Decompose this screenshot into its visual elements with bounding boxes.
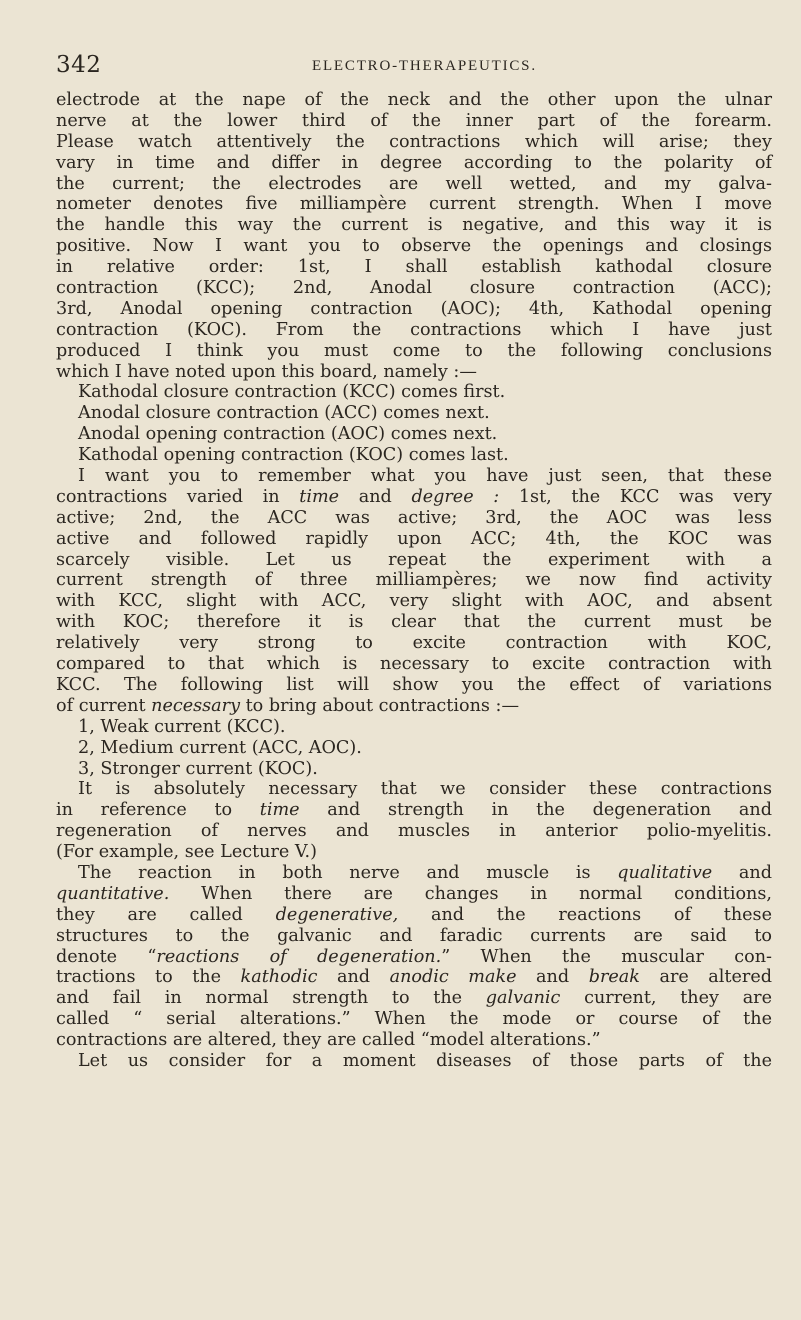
text-line	[56, 550, 772, 571]
text-line	[56, 633, 772, 654]
text-line	[56, 362, 772, 383]
text-segment: structures to the galvanic and faradic currents are said to	[56, 925, 772, 946]
text-line	[56, 1051, 772, 1072]
text-line	[56, 967, 772, 988]
italic-text: time	[259, 800, 300, 821]
text-segment: 1, Weak current (KCC).	[78, 716, 286, 737]
text-line	[56, 320, 772, 341]
text-segment: of current	[56, 695, 152, 716]
text-line	[56, 926, 772, 947]
italic-text: degenerative,	[275, 904, 399, 925]
text-line	[56, 90, 772, 111]
text-line	[56, 696, 772, 717]
text-segment: contractions are altered, they are called “model alterations.”	[56, 1030, 601, 1051]
text-segment: and	[339, 486, 412, 507]
text-line	[56, 717, 772, 738]
text-line	[56, 1009, 772, 1030]
text-segment: vary in time and differ in degree according to the polarity of	[56, 152, 772, 173]
text-line	[56, 111, 772, 132]
text-segment: and	[317, 967, 390, 988]
text-line	[56, 842, 772, 863]
text-segment: nerve at the lower third of the inner part of the forearm.	[56, 110, 772, 131]
text-segment: Kathodal closure contraction (KCC) comes first.	[78, 382, 506, 403]
text-line	[56, 236, 772, 257]
italic-text: necessary	[151, 695, 241, 716]
text-segment: which I have noted upon this board, namely :—	[56, 361, 477, 382]
text-segment: contractions varied in	[56, 486, 300, 507]
text-line	[56, 988, 772, 1009]
text-segment: in reference to	[56, 800, 260, 821]
text-segment: nometer denotes five milliampère current strength. When I move	[56, 194, 772, 215]
italic-text: quantitative.	[56, 883, 170, 904]
text-segment: current strength of three milliampères; we now find activity	[56, 570, 772, 591]
text-line	[56, 591, 772, 612]
text-segment: contraction (KOC). From the contractions which I have just	[56, 319, 772, 340]
text-segment: current, they are	[560, 988, 773, 1009]
text-segment: The reaction in both nerve and muscle is	[78, 862, 618, 883]
text-line	[56, 884, 772, 905]
text-segment: It is absolutely necessary that we consider these contractions	[78, 779, 772, 800]
text-line	[56, 759, 772, 780]
text-segment: Kathodal opening contraction (KOC) comes last.	[78, 445, 509, 466]
italic-text: degree :	[411, 486, 500, 507]
text-segment: with KCC, slight with ACC, very slight with AOC, and absent	[56, 591, 772, 612]
text-segment: 2, Medium current (ACC, AOC).	[78, 737, 362, 758]
text-line	[56, 382, 772, 403]
text-segment: denote “	[56, 946, 157, 967]
text-segment: When there are changes in normal conditions,	[169, 883, 772, 904]
text-segment: and strength in the degeneration and	[299, 800, 772, 821]
text-segment: the current; the electrodes are well wetted, and my galva-	[56, 173, 772, 194]
text-segment: tractions to the	[56, 967, 241, 988]
text-segment: 1st, the KCC was very	[499, 486, 772, 507]
text-segment: and fail in normal strength to the	[56, 988, 486, 1009]
text-segment: and	[516, 967, 589, 988]
text-line	[56, 675, 772, 696]
text-segment: and the reactions of these	[398, 904, 773, 925]
text-segment: I want you to remember what you have just seen, that these	[78, 466, 772, 487]
text-segment: produced I think you must come to the following conclusions	[56, 340, 772, 361]
text-segment: Let us consider for a moment diseases of those parts of the	[78, 1050, 772, 1071]
text-line	[56, 257, 772, 278]
text-segment: scarcely visible. Let us repeat the experiment with a	[56, 549, 772, 570]
text-line	[56, 215, 772, 236]
text-line	[56, 863, 772, 884]
italic-text: anodic make	[389, 967, 517, 988]
italic-text: time	[299, 486, 340, 507]
text-line	[56, 947, 772, 968]
text-segment: the handle this way the current is negative, and this way it is	[56, 215, 772, 236]
text-line	[56, 424, 772, 445]
text-segment: Anodal closure contraction (ACC) comes next.	[78, 403, 490, 424]
text-segment: 3, Stronger current (KOC).	[78, 758, 318, 779]
italic-text: galvanic	[485, 988, 561, 1009]
page-number: 342	[56, 52, 102, 78]
text-segment: with KOC; therefore it is clear that the current must be	[56, 612, 772, 633]
text-segment: called “ serial alterations.” When the mode or course of the	[56, 1009, 772, 1030]
text-line	[56, 779, 772, 800]
italic-text: break	[588, 967, 640, 988]
text-segment: in relative order: 1st, I shall establish kathodal closure	[56, 257, 772, 278]
italic-text: qualitative	[617, 862, 713, 883]
text-line	[56, 487, 772, 508]
text-line	[56, 905, 772, 926]
text-segment: compared to that which is necessary to excite contraction with	[56, 654, 772, 675]
text-segment: ” When the muscular con-	[441, 946, 773, 967]
text-segment: relatively very strong to excite contraction with KOC,	[56, 633, 772, 654]
text-line	[56, 174, 772, 195]
text-segment: Anodal opening contraction (AOC) comes next.	[78, 424, 498, 445]
text-segment: active; 2nd, the ACC was active; 3rd, the AOC was less	[56, 507, 772, 528]
text-line	[56, 570, 772, 591]
text-segment: KCC. The following list will show you the effect of variations	[56, 674, 772, 695]
text-line	[56, 612, 772, 633]
text-segment: regeneration of nerves and muscles in anterior polio-myelitis.	[56, 821, 772, 842]
text-line	[56, 153, 772, 174]
text-line	[56, 508, 772, 529]
text-line	[56, 341, 772, 362]
text-line	[56, 194, 772, 215]
text-line	[56, 445, 772, 466]
text-segment: (For example, see Lecture V.)	[56, 842, 317, 863]
text-line	[56, 299, 772, 320]
text-segment: and	[712, 862, 772, 883]
text-line	[56, 821, 772, 842]
text-segment: are altered	[639, 967, 772, 988]
text-line	[56, 654, 772, 675]
text-line	[56, 132, 772, 153]
text-line	[56, 529, 772, 550]
text-segment: positive. Now I want you to observe the openings and closings	[56, 236, 772, 257]
text-segment: 3rd, Anodal opening contraction (AOC); 4th, Kathodal opening	[56, 298, 772, 319]
text-line	[56, 466, 772, 487]
body-text	[56, 90, 772, 1072]
text-line	[56, 403, 772, 424]
text-segment: contraction (KCC); 2nd, Anodal closure contraction (ACC);	[56, 278, 772, 299]
text-line	[56, 738, 772, 759]
text-line	[56, 278, 772, 299]
running-head: ELECTRO-THERAPEUTICS.	[312, 58, 537, 74]
text-segment: to bring about contractions :—	[240, 695, 520, 716]
text-line	[56, 1030, 772, 1051]
text-segment: Please watch attentively the contractions which will arise; they	[56, 131, 772, 152]
italic-text: reactions of degeneration.	[156, 946, 442, 967]
text-line	[56, 800, 772, 821]
text-segment: they are called	[56, 904, 276, 925]
text-segment: electrode at the nape of the neck and the other upon the ulnar	[56, 90, 772, 110]
italic-text: kathodic	[240, 967, 318, 988]
text-segment: active and followed rapidly upon ACC; 4th, the KOC was	[56, 528, 772, 549]
